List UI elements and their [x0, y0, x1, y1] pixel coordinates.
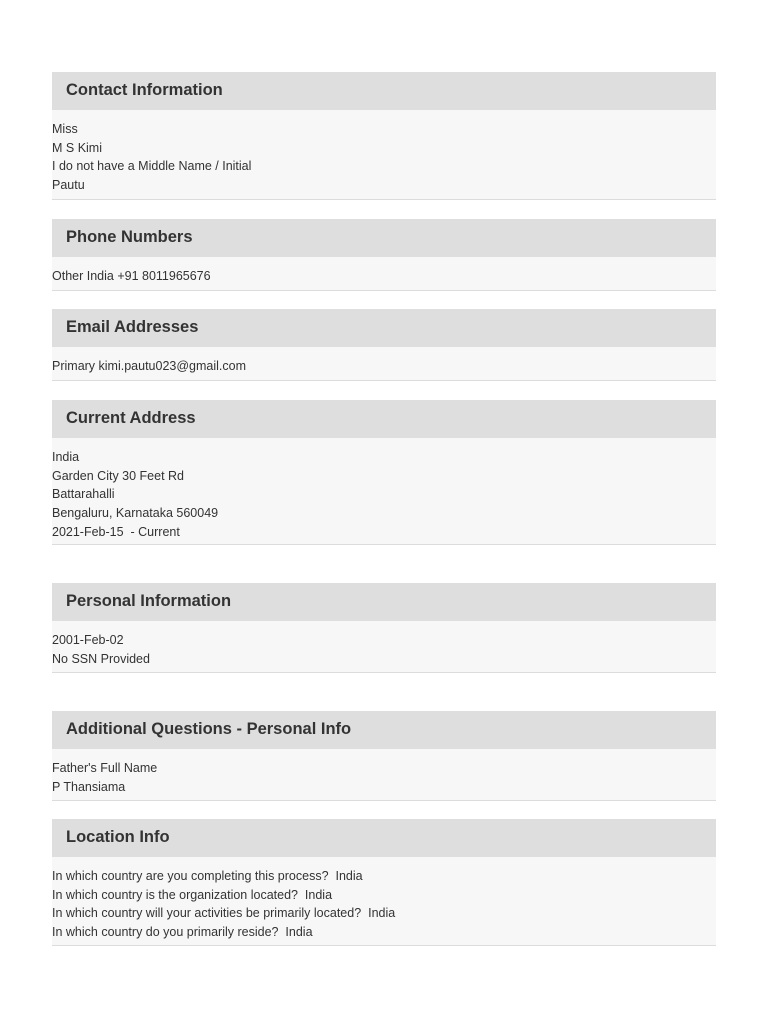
current-address-header: Current Address — [52, 400, 716, 438]
address-city-text: Bengaluru, Karnataka 560049 — [52, 506, 219, 521]
first-name-text: M S Kimi — [52, 140, 102, 155]
personal-information-header: Personal Information — [52, 583, 716, 621]
phone-number-text: Other India +91 8011965676 — [52, 269, 211, 283]
email-addresses-section — [52, 309, 716, 381]
phone-numbers-body — [52, 257, 716, 291]
ssn-text: No SSN Provided — [52, 651, 150, 666]
location-question-1: In which country are you completing this process? India — [52, 869, 363, 883]
fathers-name-question-text: Father's Full Name — [52, 761, 158, 775]
additional-questions-header: Additional Questions - Personal Info — [52, 711, 716, 749]
personal-information-body — [52, 621, 716, 673]
date-of-birth-text: 2001-Feb-02 — [52, 633, 124, 647]
middle-name-text: I do not have a Middle Name / Initial — [52, 159, 252, 174]
last-name-text: Pautu — [52, 178, 85, 193]
email-addresses-header: Email Addresses — [52, 309, 716, 347]
salutation-text: Miss — [52, 122, 78, 136]
location-info-header: Location Info — [52, 819, 716, 857]
current-address-body — [52, 438, 716, 545]
additional-questions-body — [52, 749, 716, 801]
address-locality-text: Battarahalli — [52, 487, 115, 502]
location-question-2: In which country is the organization located? India — [52, 887, 333, 902]
contact-information-body — [52, 110, 716, 200]
contact-information-section — [52, 72, 716, 200]
address-street-text: Garden City 30 Feet Rd — [52, 468, 185, 483]
phone-numbers-header: Phone Numbers — [52, 219, 716, 257]
location-info-body — [52, 857, 716, 946]
email-address-text: Primary kimi.pautu023@gmail.com — [52, 359, 247, 373]
contact-information-header: Contact Information — [52, 72, 716, 110]
personal-information-section — [52, 583, 716, 673]
email-addresses-body — [52, 347, 716, 381]
address-dates-text: 2021-Feb-15 - Current — [52, 524, 180, 539]
location-info-section — [52, 819, 716, 946]
location-question-4: In which country do you primarily reside? India — [52, 925, 313, 940]
location-question-3: In which country will your activities be primarily located? India — [52, 906, 396, 921]
current-address-section — [52, 400, 716, 545]
additional-questions-section — [52, 711, 716, 801]
address-country-text: India — [52, 450, 80, 464]
fathers-name-answer-text: P Thansiama — [52, 779, 126, 794]
phone-numbers-section — [52, 219, 716, 291]
